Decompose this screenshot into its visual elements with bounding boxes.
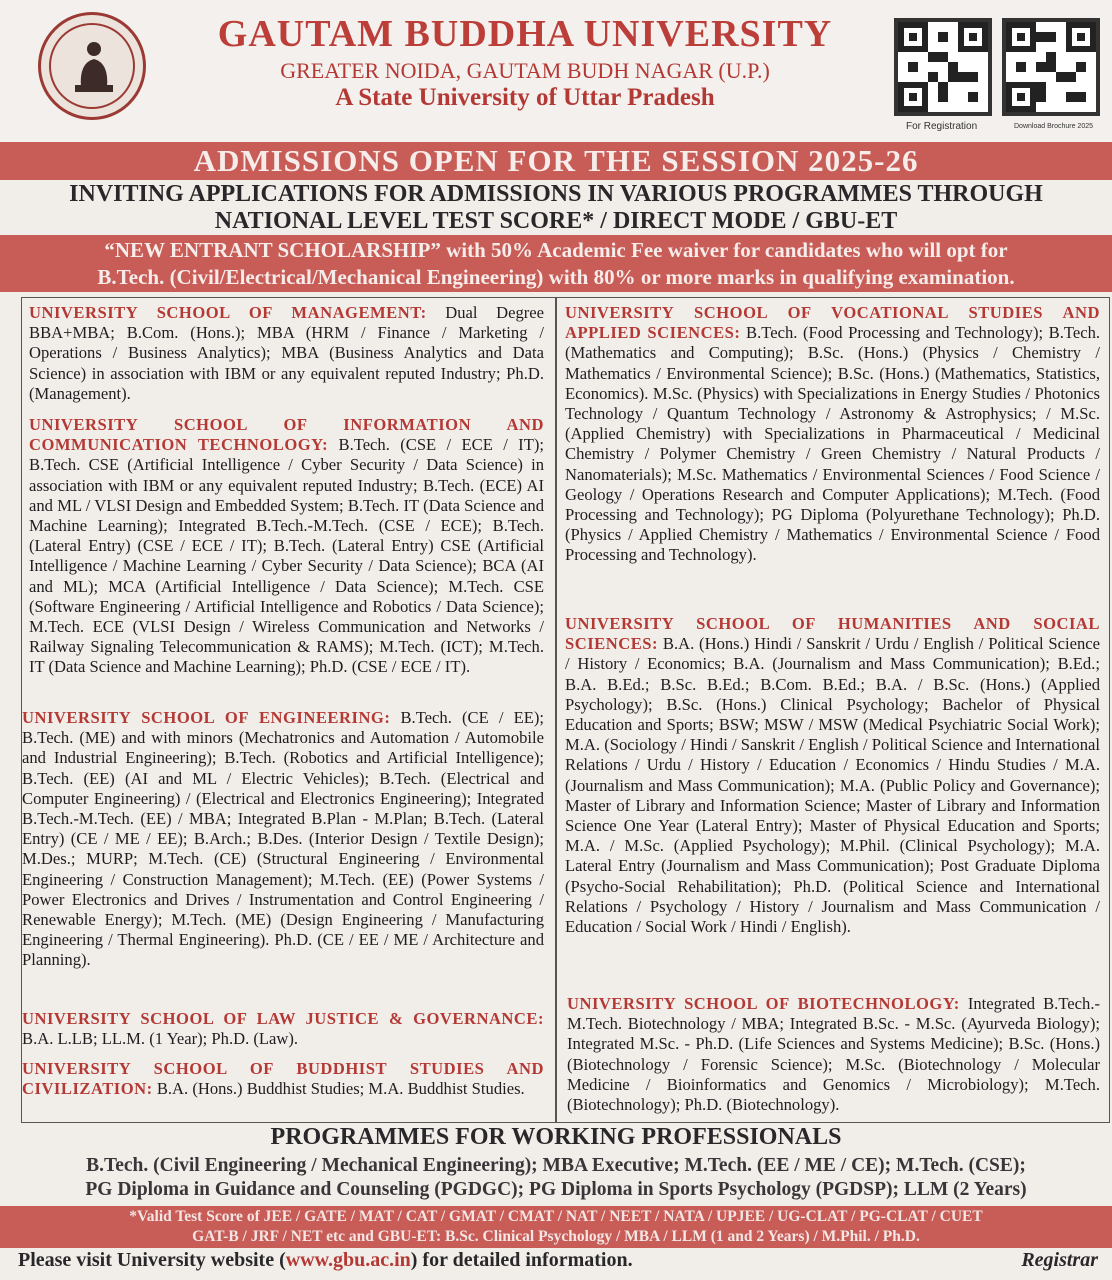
qr-registration-label: For Registration <box>906 121 978 132</box>
university-seal-logo <box>38 12 146 120</box>
school-engineering <box>22 708 544 971</box>
working-professionals-line-2: PG Diploma in Guidance and Counseling (PGDGC); PG Diploma in Sports Psychology (PGDSP); LLM (2 Years) <box>85 1179 1027 1200</box>
buddha-icon <box>71 39 117 95</box>
valid-scores-line-2: GAT-B / JRF / NET etc and GBU-ET: B.Sc. Clinical Psychology / MBA / LLM (1 and 2 Years) / M.Phil. / Ph.D. <box>192 1228 920 1245</box>
inviting-applications <box>0 181 1112 235</box>
footer-visit-website <box>18 1249 633 1272</box>
university-title: GAUTAM BUDDHA UNIVERSITY <box>217 13 833 55</box>
brochure-qr-code[interactable] <box>1002 18 1100 116</box>
school-programmes: B.Tech. (CSE / ECE / IT); B.Tech. CSE (Artificial Intelligence / Cyber Security / Data Science) in association with IBM or any equivalent reputed Industry; B.Tech. (ECE) AI and ML / VLSI Design and Embedded System; B.Tech. IT (Data Science and Machine Learning); Integrated B.Tech.-M.Tech. (CSE / ECE); B.Tech. (Lateral Entry) (CSE / ECE / IT); B.Tech. (Lateral Entry) CSE (Artificial Intelligence / Machine Learning / Cyber Security / Data Science); BCA (AI and ML); MCA (Artificial Intelligence / Data Science); M.Tech. CSE (Software Engineering / Artificial Intelligence and Robotics / Data Science); M.Tech. ECE (VLSI Design / Wireless Communication and Networks / Railway Signaling Telecommunication & RAMS); M.Tech. (ICT); M.Tech. IT (Data Science and Machine Learning); Ph.D. (CSE / ECE / IT). <box>29 435 544 677</box>
school-buddhist-studies <box>22 1059 544 1099</box>
qr-pattern-icon <box>1006 22 1096 112</box>
scholarship-text <box>0 237 1112 291</box>
registrar-signature: Registrar <box>1021 1249 1098 1271</box>
website-link[interactable]: www.gbu.ac.in <box>285 1249 411 1271</box>
school-management <box>29 303 544 404</box>
inviting-line-1: INVITING APPLICATIONS FOR ADMISSIONS IN VARIOUS PROGRAMMES THROUGH <box>69 181 1043 207</box>
school-programmes: B.A. (Hons.) Hindi / Sanskrit / Urdu / English / Political Science / History / Economics; B.A. (Journalism and Mass Communication); B.Ed.; B.A. B.Ed.; B.Sc. B.Ed.; B.Com. B.Ed.; B.A. / B.Sc. (Hons.) (Applied Psychology); B.Sc. (Hons.) Clinical Psychology; Bachelor of Physical Education and Sports; BSW; MSW / MSW (Medical Psychiatric Social Work); M.A. (Sociology / Hindi / Sanskrit / English / Political Science and International Relations / Urdu / History / Education / Economics / Hindu Studies / M.A. (Journalism and Mass Communication); M.A. (Public Policy and Governance); Master of Library and Information Science; Master of Library and Information Science One Year (Lateral Entry); Master of Physical Education and Sports; M.A. / M.Sc. (Applied Psychology); M.Phil. (Clinical Psychology); M.A. Lateral Entry (Journalism and Mass Communication); Post Graduate Diploma (Psycho-Social Rehabilitation); Ph.D. (Political Science and International Relations / Psychology / History / Journalism and Mass Communication / Education / Social Work / Hindi / English). <box>565 634 1100 937</box>
school-name: UNIVERSITY SCHOOL OF LAW JUSTICE & GOVERNANCE: <box>22 1009 544 1028</box>
scholarship-line-2: B.Tech. (Civil/Electrical/Mechanical Engineering) with 80% or more marks in qualifying examination. <box>97 265 1015 289</box>
school-biotechnology <box>567 994 1100 1115</box>
working-professionals-title: PROGRAMMES FOR WORKING PROFESSIONALS <box>270 1124 842 1150</box>
school-programmes: Dual Degree BBA+MBA; B.Com. (Hons.); MBA (HRM / Finance / Marketing / Operations / Business Analytics); MBA (Business Analytics and Data Science) in association with IBM or any equivalent reputed Industry; Ph.D. (Management). <box>29 303 545 403</box>
school-name: UNIVERSITY SCHOOL OF INFORMATION AND COMMUNICATION TECHNOLOGY: <box>29 415 544 455</box>
school-name: UNIVERSITY SCHOOL OF HUMANITIES AND SOCIAL SCIENCES: <box>565 614 1100 654</box>
school-name: UNIVERSITY SCHOOL OF BIOTECHNOLOGY: <box>567 994 960 1013</box>
admissions-banner-text: ADMISSIONS OPEN FOR THE SESSION 2025-26 <box>193 143 919 178</box>
valid-scores-line-1: *Valid Test Score of JEE / GATE / MAT / CAT / GMAT / CMAT / NAT / NEET / NATA / UPJEE / UG-CLAT / PG-CLAT / CUET <box>129 1208 983 1225</box>
inviting-line-2: NATIONAL LEVEL TEST SCORE* / DIRECT MODE / GBU-ET <box>214 208 898 234</box>
footer-prefix: Please visit University website ( <box>18 1249 286 1271</box>
school-programmes: B.Tech. (Food Processing and Technology); B.Tech. (Mathematics and Computing); B.Sc. (Hons.) (Physics / Chemistry / Mathematics / Environmental Science); B.Sc. (Hons.) (Mathematics, Statistics, Economics). M.Sc. (Physics) with Specializations in Energy Studies / Photonics Technology / Quantum Technology / Astronomy & Astrophysics; / M.Sc. (Applied Chemistry) with Specializations in Pharmaceutical / Medicinal Chemistry / Polymer Chemistry / Green Chemistry / Natural Products / Nanomaterials); M.Sc. Mathematics / Environmental Sciences / Food Science / Geology / Operations Research and Computer Applications); M.Tech. (Food Processing and Technology); PG Diploma (Polyurethane Technology); Ph.D. (Physics / Applied Chemistry / Mathematics / Environmental Science / Food Processing and Technology). <box>565 323 1101 565</box>
school-name: UNIVERSITY SCHOOL OF MANAGEMENT: <box>29 303 427 322</box>
school-vocational-studies <box>565 303 1100 566</box>
school-programmes: B.Tech. (CE / EE); B.Tech. (ME) and with minors (Mechatronics and Automation / Automobile and Industrial Engineering); B.Tech. (Robotics and Artificial Intelligence); B.Tech. (EE) (AI and ML / Electric Vehicles); B.Tech. (Electrical and Computer Engineering) / (Electrical and Electronics Engineering); Integrated B.Tech.-M.Tech. (EE) / MBA; Integrated B.Plan - M.Plan; B.Tech. (Lateral Entry) (CE / ME / EE); B.Arch.; B.Des. (Interior Design / Textile Design); M.Des.; MURP; M.Tech. (CE) (Structural Engineering / Environmental Engineering / Construction Management); M.Tech. (EE) (Power Systems / Power Electronics and Drives / Instrumentation and Control Engineering / Renewable Energy); M.Tech. (ME) (Design Engineering / Manufacturing Engineering / Thermal Engineering). Ph.D. (CE / EE / ME / Architecture and Planning). <box>22 708 544 970</box>
school-law <box>22 1009 544 1049</box>
scholarship-line-1: “NEW ENTRANT SCHOLARSHIP” with 50% Academic Fee waiver for candidates who will opt for <box>104 238 1008 262</box>
school-name: UNIVERSITY SCHOOL OF VOCATIONAL STUDIES AND APPLIED SCIENCES: <box>565 303 1100 343</box>
school-ict <box>29 415 544 678</box>
school-humanities <box>565 614 1100 937</box>
university-state-line: A State University of Uttar Pradesh <box>335 84 715 111</box>
valid-scores-text <box>0 1207 1112 1247</box>
school-name: UNIVERSITY SCHOOL OF BUDDHIST STUDIES AND CIVILIZATION: <box>22 1059 544 1099</box>
qr-brochure-label: Download Brochure 2025 <box>1014 123 1093 130</box>
column-divider <box>555 297 557 1123</box>
school-programmes: B.A. L.LB; LL.M. (1 Year); Ph.D. (Law). <box>22 1029 299 1049</box>
university-location: GREATER NOIDA, GAUTAM BUDH NAGAR (U.P.) <box>280 58 770 83</box>
school-programmes: B.A. (Hons.) Buddhist Studies; M.A. Buddhist Studies. <box>156 1079 525 1099</box>
working-professionals-line-1: B.Tech. (Civil Engineering / Mechanical Engineering); MBA Executive; M.Tech. (EE / ME / CE); M.Tech. (CSE); <box>86 1155 1026 1176</box>
school-programmes: Integrated B.Tech.-M.Tech. Biotechnology / MBA; Integrated B.Sc. - M.Sc. (Ayurveda Biology); Integrated M.Sc. - Ph.D. (Life Sciences and Systems Medicine); B.Sc. (Hons.) (Biotechnology / Forensic Science); M.Sc. (Biotechnology / Molecular Medicine / Bioinformatics and Genomics / Microbiology); M.Tech. (Biotechnology); Ph.D. (Biotechnology). <box>567 994 1100 1115</box>
registration-qr-code[interactable] <box>894 18 992 116</box>
school-name: UNIVERSITY SCHOOL OF ENGINEERING: <box>22 708 391 727</box>
qr-pattern-icon <box>898 22 988 112</box>
footer-suffix: ) for detailed information. <box>410 1249 633 1271</box>
